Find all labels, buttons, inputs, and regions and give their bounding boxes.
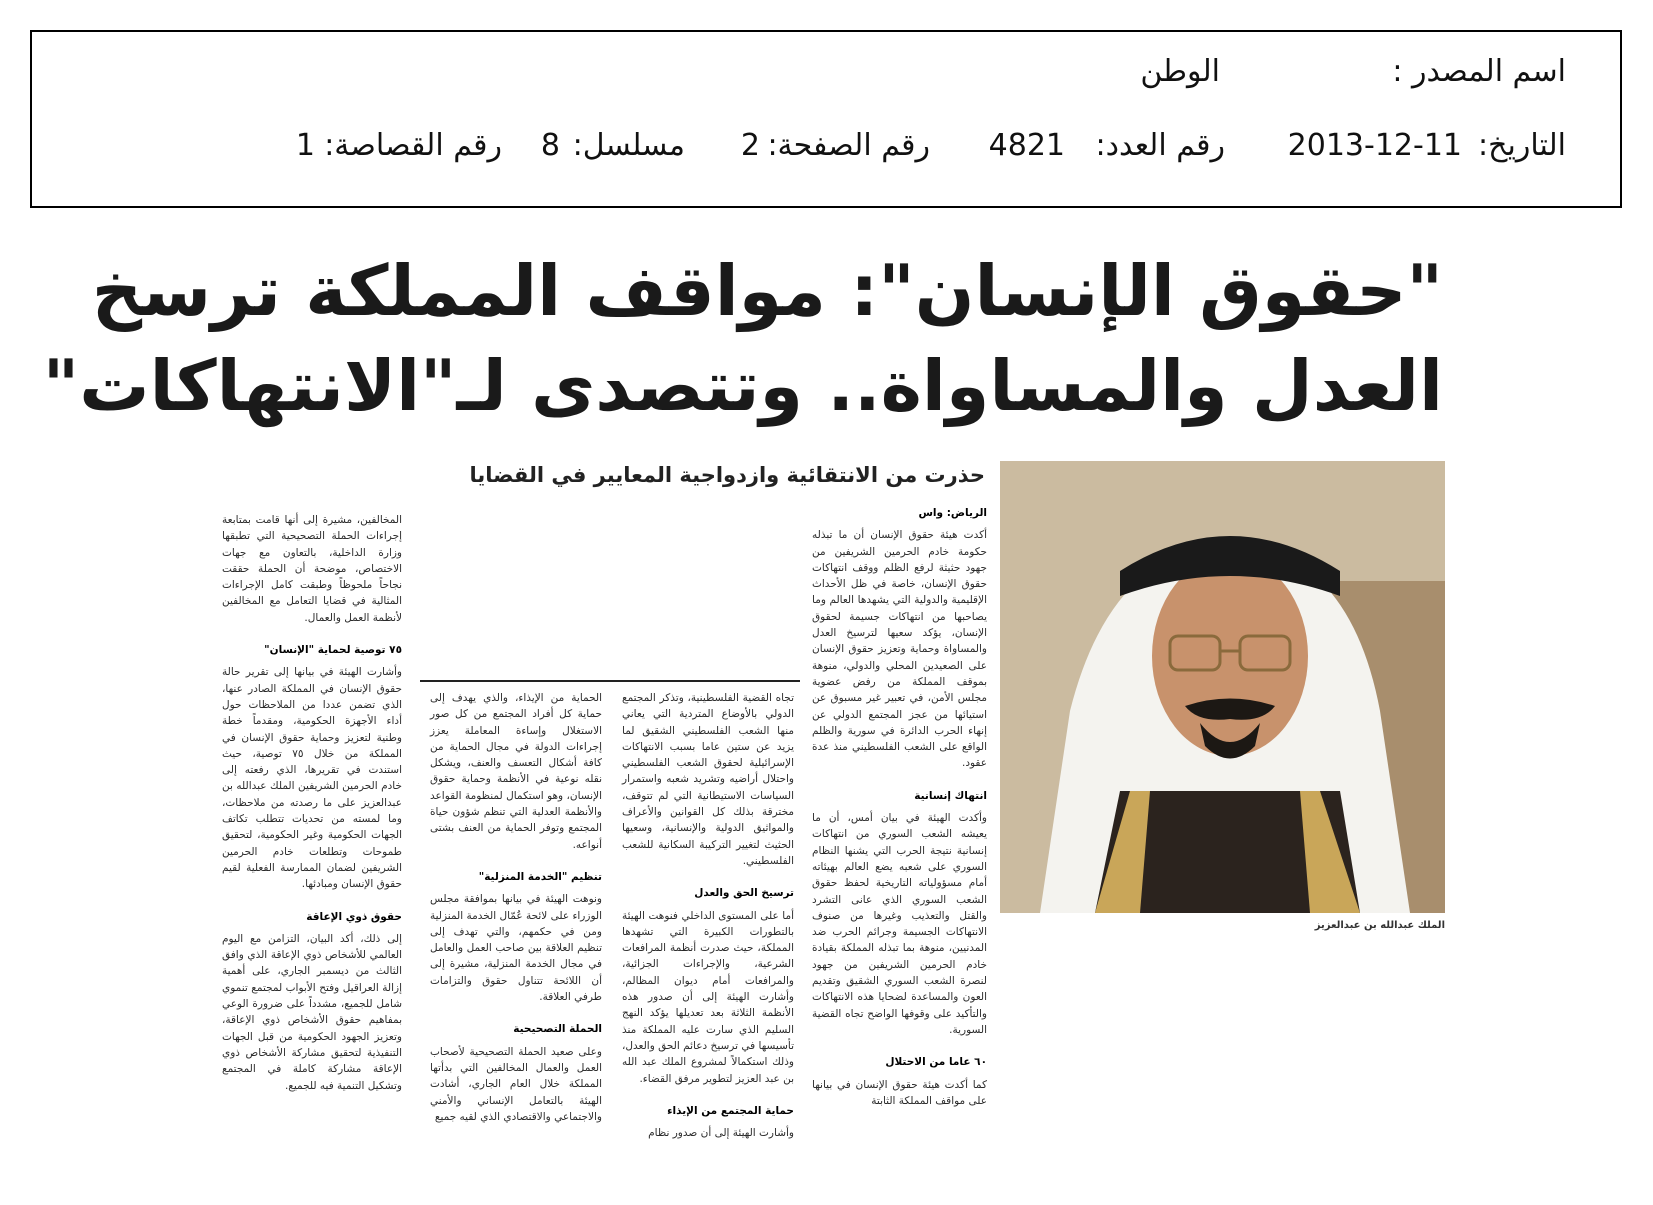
photo-caption: الملك عبدالله بن عبدالعزيز xyxy=(1314,920,1445,931)
subheadline: حذرت من الانتقائية وازدواجية المعايير في القضايا xyxy=(469,463,985,487)
issue-value: 4821 xyxy=(988,128,1065,163)
dateline: الرياض: واس xyxy=(918,507,987,519)
column-rule xyxy=(420,680,800,682)
portrait-illustration xyxy=(1000,461,1445,913)
paragraph: ونوهت الهيئة في بيانها بموافقة مجلس الوزراء على لائحة عُمّال الخدمة المنزلية ومن في حكمهم، والتي تهدف إلى تنظيم العلاقة بين صاحب العمل والعامل في مجال الخدمة المنزلية، مشيرة إلى أن اللائحة تتناول حقوق والتزامات طرفي العلاقة. xyxy=(429,893,602,1004)
section-heading: ٦٠ عاما من الاحتلال xyxy=(885,1056,987,1069)
section-heading: حماية المجتمع من الإيذاء xyxy=(667,1104,794,1117)
source-label: اسم المصدر : xyxy=(1392,54,1566,89)
article-column-2 xyxy=(622,690,794,1141)
source-value: الوطن xyxy=(1140,54,1220,89)
paragraph: المخالفين، مشيرة إلى أنها قامت بمتابعة إجراءات الحملة التصحيحية التي تطبقها وزارة الداخلية، بالتعاون مع جهات الاختصاص، موضحة أن الحملة حققت نجاحاً ملحوظاً وطبقت كامل الإجراءات المثالية في قضايا التعامل مع المخالفين لأنظمة العمل والعمال. xyxy=(222,514,402,624)
paragraph: وأشارت الهيئة في بيانها إلى تقرير حالة حقوق الإنسان في المملكة الصادر عنها، الذي تضمن عددا من الملاحظات حول أداء الأجهزة الحكومية، ومقدماً خطة وطنية لتعزيز وحماية حقوق الإنسان في المملكة من خلال ٧٥ توصية، حيث استندت في تقريرها، الذي رفعته إلى خادم الحرمين الشريفين الملك عبدالله بن عبدالعزيز على ما رصدته من ملاحظات، وما لمسته من تحديات تتطلب تكاتف الجهات الحكومية وغير الحكومية، لتحقيق طموحات وتطلعات خادم الحرمين الشريفين لضمان الممارسة الفعلية لقيم حقوق الإنسان ومبادئها. xyxy=(222,666,402,891)
paragraph: وعلى صعيد الحملة التصحيحية لأصحاب العمل والعمال المخالفين التي بدأتها المملكة خلال العام الجاري، أشادت الهيئة بالتعامل الإنساني والأمني والاجتماعي والاقتصادي الذي لقيه جميع xyxy=(430,1045,602,1123)
paragraph: أما على المستوى الداخلي فنوهت الهيئة بالتطورات الكبيرة التي تشهدها المملكة، حيث صدرت أنظمة المرافعات الشرعية، والإجراءات الجزائية، والمرافعات أمام ديوان المظالم، وأشارت الهيئة إلى أن صدور هذه الأنظمة الثلاثة بعد تعديلها يؤكد النهج السليم الذي سارت عليه المملكة منذ تأسيسها في ترسيخ دعائم الحق والعدل، وذلك استكمالاً لمشروع الملك عبد الله بن عبد العزيز لتطوير مرفق القضاء. xyxy=(622,909,794,1085)
page-label: رقم الصفحة: xyxy=(767,128,930,163)
serial-value: 8 xyxy=(540,128,560,163)
article-column-4 xyxy=(222,512,402,1094)
paragraph: الحماية من الإيذاء، والذي يهدف إلى حماية كل أفراد المجتمع من كل صور الاستغلال وإساءة المعاملة يعزز إجراءات الدولة في مجال الحماية من كافة أشكال التعسف والعنف، ويشكل نقله نوعية في الأنظمة وحماية حقوق الإنسان، وهو استكمال لمنظومة القواعد والأنظمة العدلية التي تنظم شؤون حياة المجتمع وتوفر الحماية من العنف بشتى أنواعه. xyxy=(430,692,602,851)
date-label: التاريخ: xyxy=(1478,128,1566,163)
date-value: 2013-12-11 xyxy=(1287,128,1462,163)
headline-line-2: العدل والمساواة.. وتتصدى لـ"الانتهاكات" xyxy=(42,345,1443,427)
section-heading: تنظيم "الخدمة المنزلية" xyxy=(478,870,602,883)
headline-line-1: "حقوق الإنسان": مواقف المملكة ترسخ xyxy=(91,250,1443,332)
article-column-1 xyxy=(812,505,987,1109)
paragraph: وأكدت الهيئة في بيان أمس، أن ما يعيشه الشعب السوري من انتهاكات إنسانية نتيجة الحرب التي يشنها النظام السوري على شعبه يضع العالم بهيئاته أمام مسؤولياته التاريخية لحفظ حقوق الشعب السوري الذي عانى التشرد والقتل والتعذيب وغيرها من صنوف الانتهاكات الجسيمة وجرائم الحرب ضد المدنيين، منوهة بما تبذله المملكة بقيادة خادم الحرمين الشريفين من جهود لنصرة الشعب السوري الشقيق وتقديم العون والمساعدة لضحايا هذه الانتهاكات والتأكيد على وقوفها الواضح تجاه القضية السورية. xyxy=(812,812,987,1036)
paragraph: تجاه القضية الفلسطينية، وتذكر المجتمع الدولي بالأوضاع المتردية التي يعاني منها الشعب الفلسطيني الشقيق لما يزيد عن ستين عاما بسبب الانتهاكات الإسرائيلية لحقوق الشعب الفلسطيني واحتلال أراضيه وتشريد شعبه واستمرار السياسات الاستيطانية التي لم تتوقف، مخترقة بذلك كل القوانين والأعراف والمواثيق الدولية والإنسانية، وسعيها الحثيث لتغيير التركيبة السكانية للشعب الفلسطيني. xyxy=(622,692,794,867)
paragraph: إلى ذلك، أكد البيان، التزامن مع اليوم العالمي للأشخاص ذوي الإعاقة الذي وافق الثالث من ديسمبر الجاري، على أهمية إزالة العراقيل وفتح الأبواب لمجتمع تنموي شامل للجميع، مشدداً على ضرورة الوعي بمفاهيم حقوق الأشخاص ذوي الإعاقة، وتعزيز الجهود الحكومية من قبل الجهات التنفيذية لتحقيق مشاركة الأشخاص ذوي الإعاقة مشاركة كاملة في المجتمع وتشكيل التنمية فيه للجميع. xyxy=(222,932,402,1092)
section-heading: الحملة التصحيحية xyxy=(513,1023,602,1036)
clip-label: رقم القصاصة: xyxy=(324,128,502,163)
serial-label: مسلسل: xyxy=(572,128,685,163)
paragraph: كما أكدت هيئة حقوق الإنسان في بيانها على مواقف المملكة الثابتة xyxy=(812,1078,987,1107)
section-heading: ٧٥ توصية لحماية "الإنسان" xyxy=(264,644,402,657)
article-column-3 xyxy=(430,690,602,1125)
king-abdullah-photo xyxy=(1000,461,1445,913)
section-heading: ترسيخ الحق والعدل xyxy=(694,887,794,900)
section-heading: انتهاك إنسانية xyxy=(914,789,987,802)
paragraph: أكدت هيئة حقوق الإنسان أن ما تبذله حكومة خادم الحرمين الشريفين من جهود حثيثة لرفع الظلم ووقف انتهاكات حقوق الإنسان، خاصة في ظل الأحداث الإقليمية والدولية التي يشهدها العالم وما يصاحبها من انتهاكات جسيمة لحقوق الإنسان، يؤكد سعيها لترسيخ العدل والمساواة وحماية وتعزيز حقوق الإنسان على الصعيدين المحلي والدولي، منوهة بموقف المملكة من رفض عضوية مجلس الأمن، في تعبير غير مسبوق عن استيائها من عجز المجتمع الدولي عن إنهاء الحرب الدائرة في سورية والظلم الواقع على الشعب الفلسطيني منذ عدة عقود. xyxy=(812,529,987,770)
paragraph: وأشارت الهيئة إلى أن صدور نظام xyxy=(648,1127,794,1140)
issue-label: رقم العدد: xyxy=(1095,128,1225,163)
page-value: 2 xyxy=(740,128,760,163)
clipping-metadata-box xyxy=(30,30,1622,208)
clip-value: 1 xyxy=(295,128,315,163)
section-heading: حقوق ذوي الإعاقة xyxy=(306,910,402,923)
